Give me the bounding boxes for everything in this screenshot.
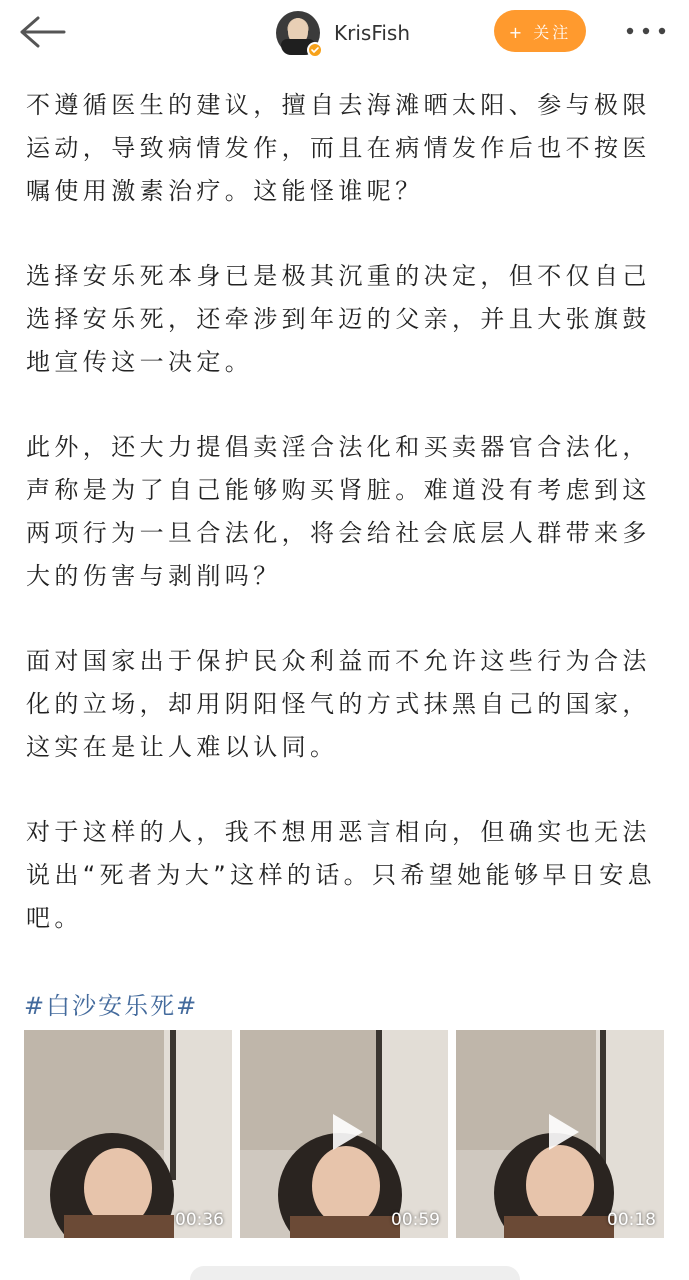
follow-button[interactable]: + 关注 [494, 10, 586, 52]
play-icon [327, 1110, 367, 1154]
post-paragraph: 此外，还大力提倡卖淫合法化和买卖器官合法化，声称是为了自己能够购买肾脏。难道没有考虑到这两项行为一旦合法化，将会给社会底层人群带来多大的伤害与剥削吗？ [26, 433, 651, 590]
avatar[interactable] [276, 11, 320, 55]
video-thumbnail[interactable] [240, 1030, 448, 1238]
verified-badge-icon [307, 42, 323, 58]
author-info[interactable] [276, 8, 410, 58]
post-body [26, 84, 671, 982]
video-thumbnail[interactable] [24, 1030, 232, 1238]
author-name[interactable]: KrisFish [334, 21, 411, 45]
hashtag-link[interactable]: #白沙安乐死# [24, 992, 199, 1020]
post-paragraph: 选择安乐死本身已是极其沉重的决定，但不仅自己选择安乐死，还牵涉到年迈的父亲，并且大张旗鼓地宣传这一决定。 [26, 262, 651, 376]
more-button[interactable] [622, 17, 670, 45]
post-paragraph: 对于这样的人，我不想用恶言相向，但确实也无法说出“死者为大”这样的话。只希望她能够早日安息吧。 [26, 818, 657, 932]
back-button[interactable] [14, 10, 70, 54]
top-bar [0, 0, 689, 66]
bottom-handle [190, 1266, 520, 1280]
play-icon [543, 1110, 583, 1154]
video-frame [24, 1030, 232, 1238]
video-thumbnail[interactable] [456, 1030, 664, 1238]
back-arrow-icon [14, 10, 70, 54]
post-paragraph: 不遵循医生的建议，擅自去海滩晒太阳、参与极限运动，导致病情发作，而且在病情发作后也不按医嘱使用激素治疗。这能怪谁呢？ [26, 91, 651, 205]
video-duration: 00:36 [175, 1210, 224, 1230]
video-grid [24, 1030, 666, 1238]
post-paragraph: 面对国家出于保护民众利益而不允许这些行为合法化的立场，却用阴阳怪气的方式抹黑自己的国家，这实在是让人难以认同。 [26, 647, 651, 761]
video-duration: 00:59 [391, 1210, 440, 1230]
more-dots-icon [622, 17, 670, 45]
video-duration: 00:18 [607, 1210, 656, 1230]
